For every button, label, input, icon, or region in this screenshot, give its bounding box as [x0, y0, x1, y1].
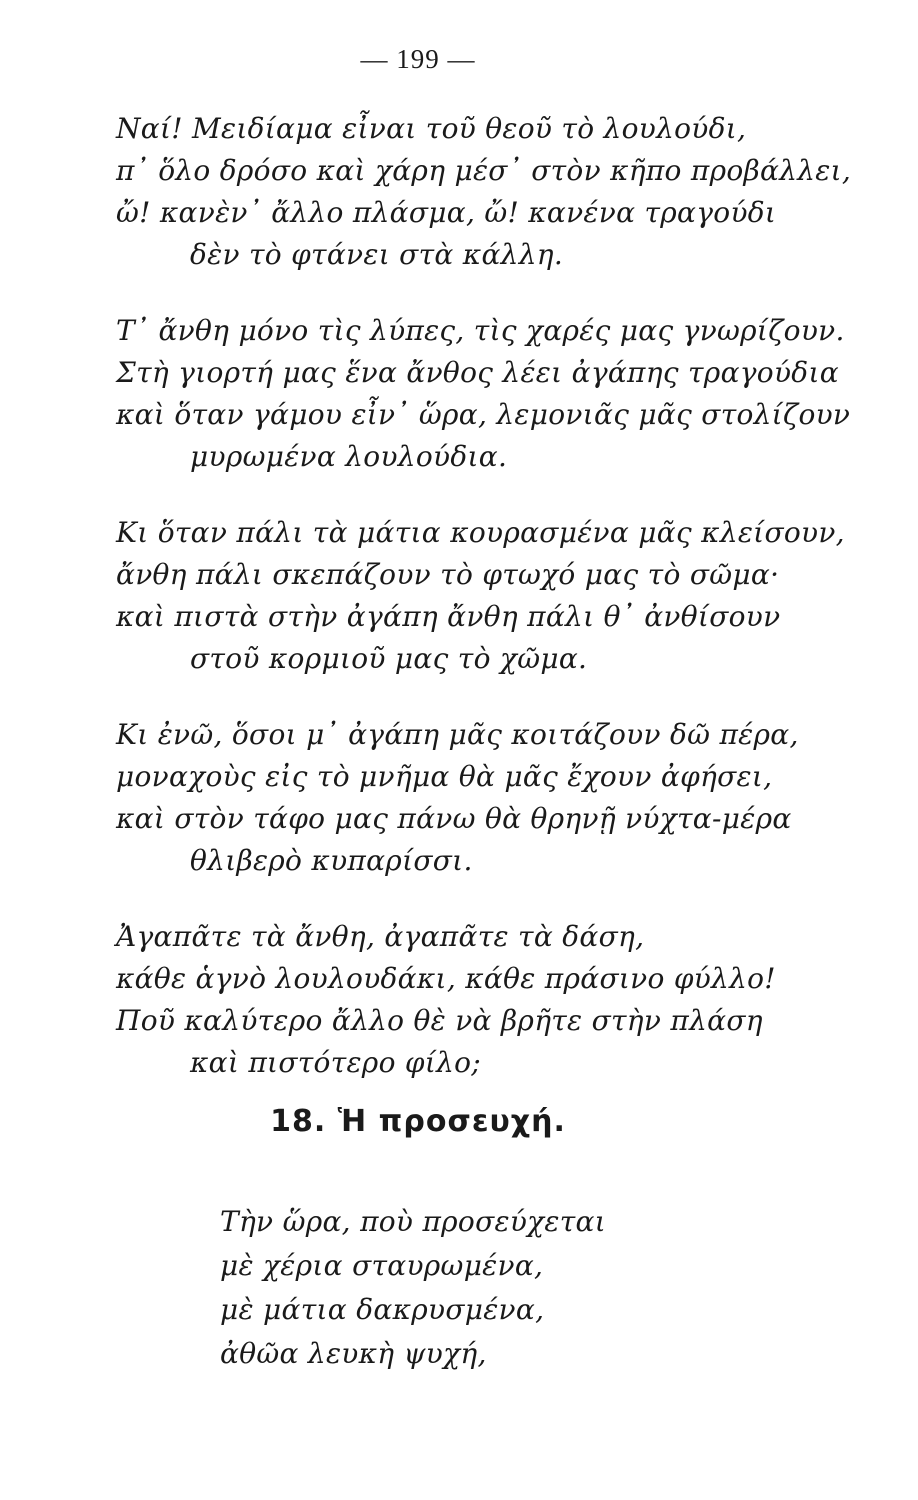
- poem-continuation: [116, 108, 852, 1118]
- verse-line: π᾿ ὅλο δρόσο καὶ χάρη μέσ᾿ στὸν κῆπο προβάλλει,: [116, 154, 852, 187]
- poem-heading: 18. Ἡ προσευχή.: [270, 1104, 566, 1139]
- poem-prayer: [220, 1200, 820, 1376]
- verse-line: ἀθῶα λευκὴ ψυχή,: [220, 1337, 487, 1370]
- stanza-1: [116, 108, 852, 276]
- verse-line: μὲ μάτια δακρυσμένα,: [220, 1293, 545, 1326]
- verse-line: καὶ πιστὰ στὴν ἀγάπη ἄνθη πάλι θ᾿ ἀνθίσουν: [116, 600, 781, 633]
- stanza-4: [116, 714, 816, 882]
- verse-line: μὲ χέρια σταυρωμένα,: [220, 1249, 544, 1282]
- verse-line: Ἀγαπᾶτε τὰ ἄνθη, ἀγαπᾶτε τὰ δάση,: [116, 920, 645, 953]
- verse-line: Στὴ γιορτή μας ἕνα ἄνθος λέει ἀγάπης τραγούδια: [116, 356, 839, 389]
- verse-line-indented: μυρωμένα λουλούδια.: [190, 440, 508, 473]
- verse-line: καὶ ὅταν γάμου εἶν᾿ ὥρα, λεμονιᾶς μᾶς στολίζουν: [116, 398, 851, 431]
- verse-line: Κι ἐνῶ, ὅσοι μ᾿ ἀγάπη μᾶς κοιτάζουν δῶ πέρα,: [116, 718, 799, 751]
- stanza-5: [116, 916, 816, 1084]
- verse-line-indented: δὲν τὸ φτάνει στὰ κάλλη.: [190, 238, 564, 271]
- page-number: — 199 —: [360, 44, 476, 74]
- stanza-2: [116, 310, 851, 478]
- verse-line: Τ᾿ ἄνθη μόνο τὶς λύπες, τὶς χαρές μας γνωρίζουν.: [116, 314, 845, 347]
- verse-line: μοναχοὺς εἰς τὸ μνῆμα θὰ μᾶς ἔχουν ἀφήσει,: [116, 760, 773, 793]
- verse-line: Ναί! Μειδίαμα εἶναι τοῦ θεοῦ τὸ λουλούδι,: [116, 112, 747, 145]
- verse-line-indented: θλιβερὸ κυπαρίσσι.: [190, 844, 473, 877]
- verse-line: Ποῦ καλύτερο ἄλλο θὲ νὰ βρῆτε στὴν πλάση: [116, 1004, 763, 1037]
- verse-line-indented: καὶ πιστότερο φίλο;: [190, 1046, 482, 1079]
- verse-line: καὶ στὸν τάφο μας πάνω θὰ θρηνῇ νύχτα-μέρα: [116, 802, 792, 835]
- verse-line: Κι ὅταν πάλι τὰ μάτια κουρασμένα μᾶς κλείσουν,: [116, 516, 845, 549]
- verse-line: ὤ! κανὲν᾿ ἄλλο πλάσμα, ὤ! κανένα τραγούδι: [116, 196, 777, 229]
- verse-line: κάθε ἁγνὸ λουλουδάκι, κάθε πράσινο φύλλο!: [116, 962, 776, 995]
- verse-line: ἄνθη πάλι σκεπάζουν τὸ φτωχό μας τὸ σῶμα·: [116, 558, 780, 591]
- stanza-3: [116, 512, 845, 680]
- verse-line: Τὴν ὥρα, ποὺ προσεύχεται: [220, 1205, 607, 1238]
- verse-line-indented: στοῦ κορμιοῦ μας τὸ χῶμα.: [190, 642, 588, 675]
